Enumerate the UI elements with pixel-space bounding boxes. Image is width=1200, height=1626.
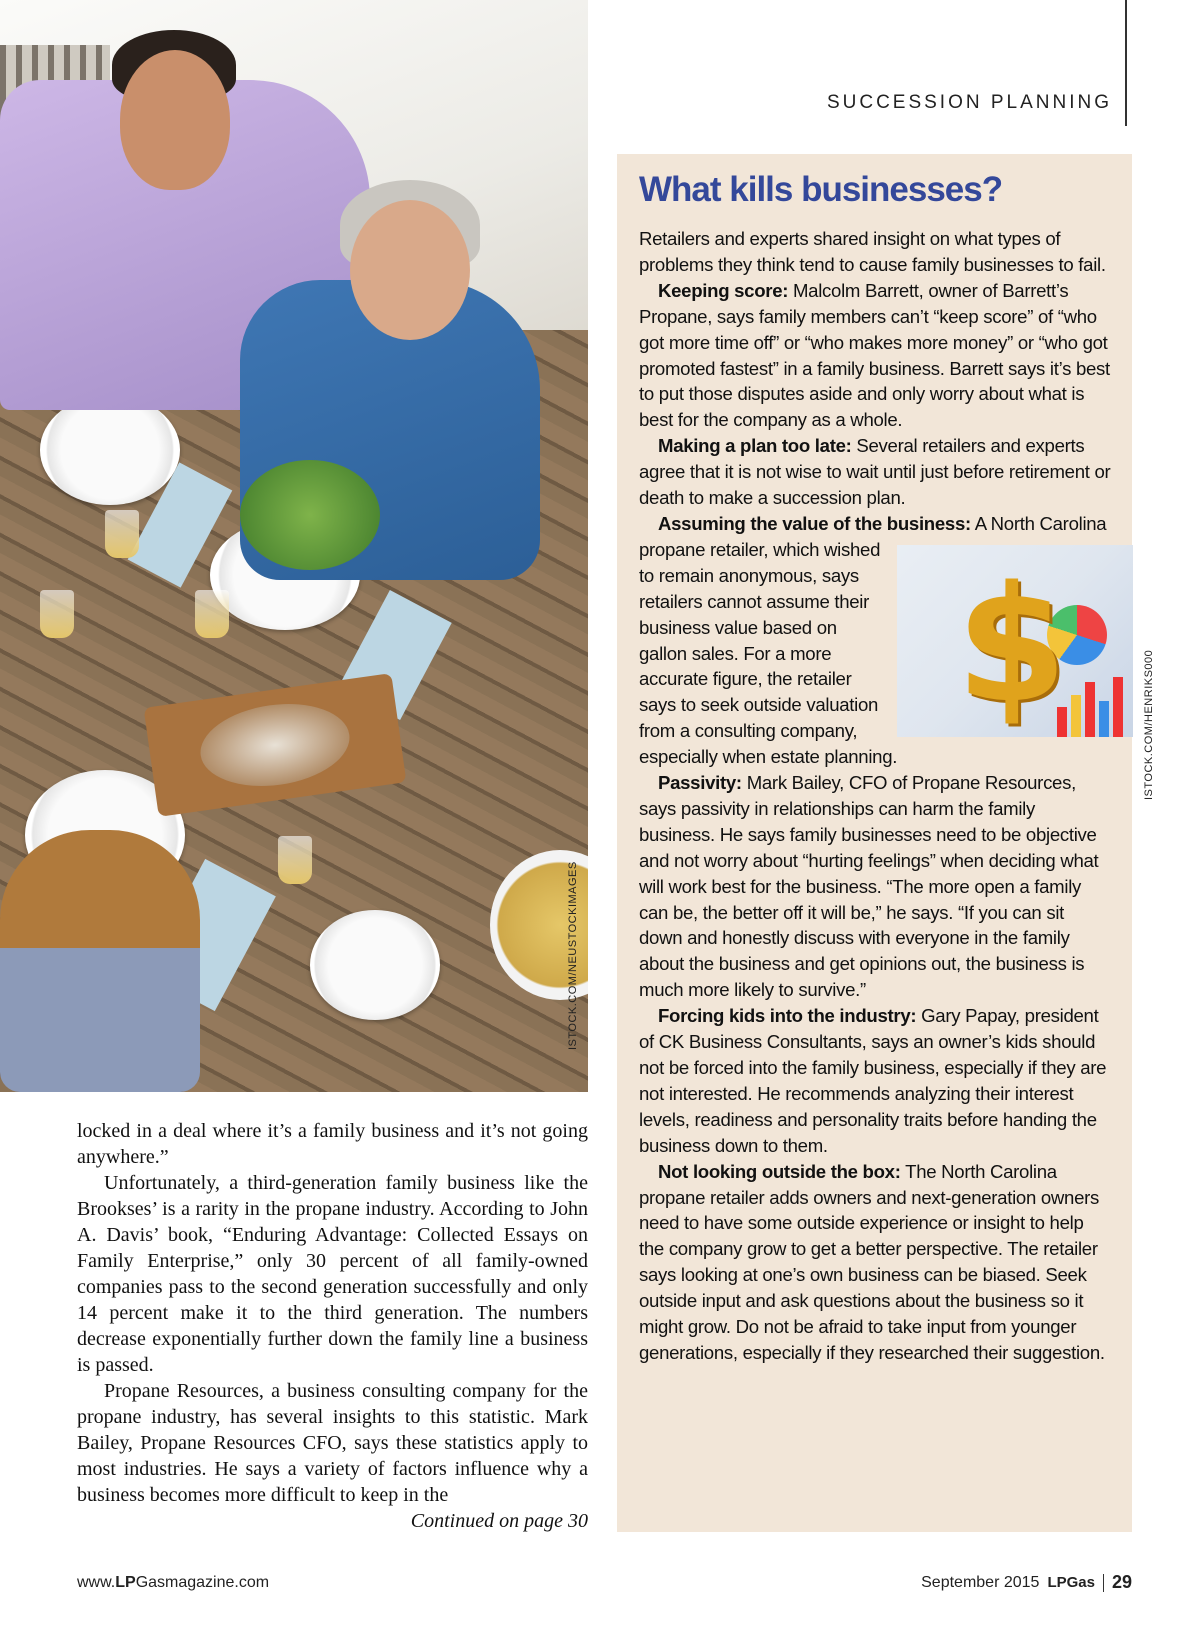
sidebar-item-text: Malcolm Barrett, owner of Barrett’s Propane, says family members can’t “keep score” of “who got more time off” or “who makes more money” or “who got promoted fastest” in a family business. Barrett says it’s best to put those disputes aside and only worry about what is best for the company as a whole.	[639, 279, 1110, 431]
article-body	[77, 1118, 588, 1534]
sidebar-item-text: Gary Papay, president of CK Business Consultants, says an owner’s kids should not be forced into the family business, especially if they are not interested. He recommends analyzing their interest levels, readiness and personality traits before handing the business down to them.	[639, 1005, 1107, 1156]
continued-note: Continued on page 30	[410, 1510, 588, 1532]
footer-url[interactable]: www.LPGasmagazine.com	[77, 1574, 270, 1591]
footer-folio	[921, 1572, 1132, 1593]
sidebar-item	[639, 278, 1111, 433]
page-number: 29	[1111, 1572, 1132, 1592]
sidebar-box	[617, 154, 1132, 1532]
sidebar-title: What kills businesses?	[639, 170, 1003, 209]
photo-credit: ISTOCK.COM/NEUSTOCKIMAGES	[567, 861, 579, 1050]
article-paragraph: Unfortunately, a third-generation family business like the Brookses’ is a rarity in the propane industry. According to John A. Davis’ book, “Enduring Advantage: Collected Essays on Family Enterprise,” only 30 percent of all family-owned companies pass to the second generation successfully and only 14 percent make it to the third generation. The numbers decrease exponentially further down the family line a business is passed.	[77, 1172, 588, 1376]
sidebar-item-heading: Passivity:	[658, 772, 742, 794]
figure-credit: ISTOCK.COM/HENRIKS000	[1143, 649, 1155, 800]
sidebar-item	[639, 1003, 1111, 1158]
family-dinner-photo	[0, 0, 588, 1092]
sidebar-item-text: Several retailers and experts agree that it is not wise to wait until just before retirement or death to make a succession plan.	[639, 435, 1111, 509]
article-paragraph: Propane Resources, a business consulting company for the propane industry, has several insights to this statistic. Mark Bailey, Propane Resources CFO, says these statistics apply to most industries. He says a variety of factors influence why a business becomes more difficult to keep in the	[77, 1380, 588, 1506]
sidebar-item-heading: Not looking outside the box:	[658, 1160, 901, 1182]
footer-divider	[1103, 1574, 1104, 1592]
header-rule	[1125, 0, 1127, 126]
sidebar-item-heading: Forcing kids into the industry:	[658, 1005, 917, 1027]
footer-date: September 2015	[921, 1573, 1040, 1591]
sidebar-item-text: A North Carolina propane retailer, which wished to remain anonymous, says retailers cannot assume their business value based on gallon sales. For a more accurate figure, the retailer says to seek outside valuation from a consulting company, especially when estate planning.	[639, 512, 1107, 768]
sidebar-item-heading: Making a plan too late:	[658, 435, 852, 457]
footer-brand: LPGas	[1047, 1574, 1095, 1591]
sidebar-item-text: The North Carolina propane retailer adds owners and next-generation owners need to have some outside experience or insight to help the company grow to get a better perspective. The retailer says looking at one’s own business can be biased. Seek outside input and ask questions about the business so it might grow. Do not be afraid to take input from younger generations, especially if they researched their suggestion.	[639, 1160, 1105, 1363]
article-paragraph: locked in a deal where it’s a family business and it’s not going anywhere.”	[77, 1120, 588, 1168]
sidebar-item	[639, 1159, 1111, 1366]
sidebar-intro: Retailers and experts shared insight on what types of problems they think tend to cause family businesses to fail.	[639, 228, 1106, 275]
sidebar-item	[639, 433, 1111, 511]
sidebar-item	[639, 770, 1111, 1003]
sidebar-item	[639, 511, 1111, 770]
section-label: SUCCESSION PLANNING	[826, 92, 1112, 113]
sidebar-item-heading: Keeping score:	[658, 279, 789, 301]
sidebar-item-text: Mark Bailey, CFO of Propane Resources, says passivity in relationships can harm the family business. He says family businesses need to be objective and not worry about “hurting feelings” when deciding what will work best for the business. “The more open a family can be, the better off it will be,” he says. “If you can sit down and honestly discuss with everyone in the family about the business and get opinions out, the business is much more likely to survive.”	[639, 772, 1099, 1001]
sidebar-item-heading: Assuming the value of the business:	[658, 512, 971, 534]
sidebar-text	[639, 226, 1111, 1366]
dollar-sign-image: $	[897, 545, 1133, 737]
